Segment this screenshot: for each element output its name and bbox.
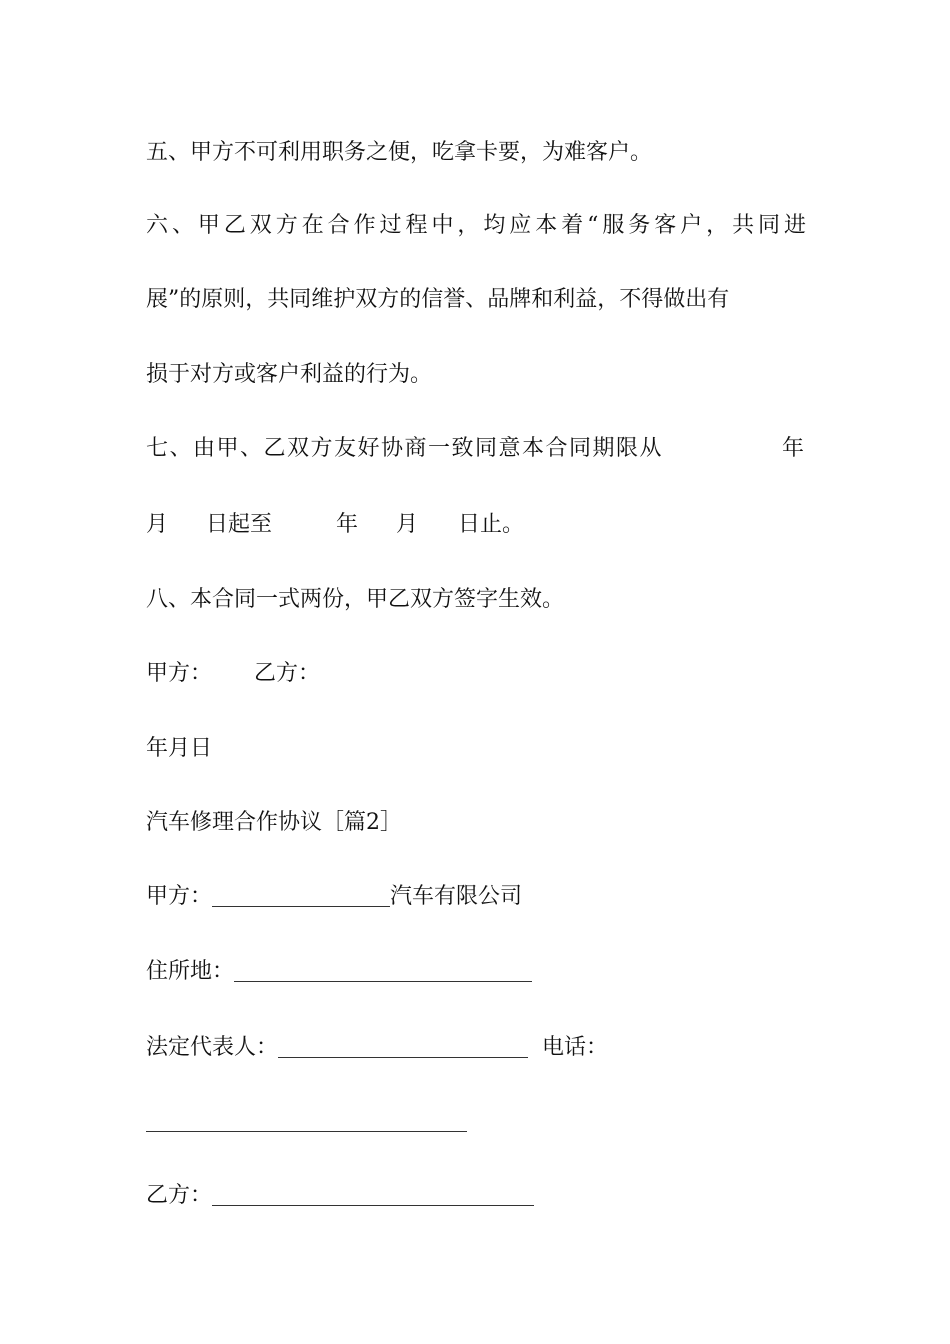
clause-7-line-1-text: 七、由甲、乙双方友好协商一致同意本合同期限从 — [146, 436, 664, 461]
signature-party-b-label: 乙方： — [254, 661, 321, 686]
agreement-2-party-a — [146, 882, 522, 912]
signature-party-a-label: 甲方： — [146, 661, 213, 686]
clause-7-day-to: 日止。 — [458, 512, 525, 537]
address-label: 住所地： — [146, 959, 235, 984]
party-b-name-blank[interactable] — [212, 1183, 534, 1206]
clause-6-line-2-text: 展”的原则，共同维护双方的信誉、品牌和利益，不得做出有 — [146, 287, 730, 312]
clause-6-line-1 — [146, 211, 806, 241]
party-a-name-blank[interactable] — [212, 884, 390, 907]
agreement-2-title — [146, 808, 402, 838]
clause-8 — [146, 585, 564, 615]
clause-6-line-3 — [146, 360, 432, 390]
clause-6-line-3-text: 损于对方或客户利益的行为。 — [146, 362, 433, 387]
phone-label: 电话： — [542, 1035, 609, 1060]
clause-8-text: 八、本合同一式两份，甲乙双方签字生效。 — [146, 587, 565, 612]
legal-rep-label: 法定代表人： — [146, 1035, 279, 1060]
clause-7-day-from: 日起至 — [206, 512, 273, 537]
address-blank[interactable] — [234, 959, 532, 982]
signature-date — [146, 734, 212, 764]
clause-7-month-to: 月 — [396, 512, 419, 537]
party-a-suffix: 汽车有限公司 — [390, 884, 523, 909]
clause-6-line-1-text: 六、甲乙双方在合作过程中，均应本着“服务客户，共同进 — [146, 213, 806, 238]
clause-7-year-to: 年 — [336, 512, 359, 537]
agreement-2-party-b — [146, 1181, 534, 1211]
clause-7-line-1 — [146, 434, 806, 464]
clause-5 — [146, 138, 652, 168]
clause-6-line-2 — [146, 285, 729, 315]
clause-7-month-from: 月 — [146, 512, 169, 537]
agreement-2-title-text: 汽车修理合作协议［篇2］ — [146, 810, 402, 835]
legal-rep-blank[interactable] — [278, 1035, 528, 1058]
clause-7-year-label: 年 — [782, 436, 805, 461]
party-a-label: 甲方： — [146, 884, 213, 909]
clause-5-text: 五、甲方不可利用职务之便，吃拿卡要，为难客户。 — [146, 140, 653, 165]
phone-blank[interactable] — [146, 1131, 467, 1132]
party-b-label: 乙方： — [146, 1183, 213, 1208]
signature-date-text: 年月日 — [146, 736, 213, 761]
agreement-2-address — [146, 957, 532, 987]
agreement-2-legal-rep — [146, 1033, 608, 1063]
